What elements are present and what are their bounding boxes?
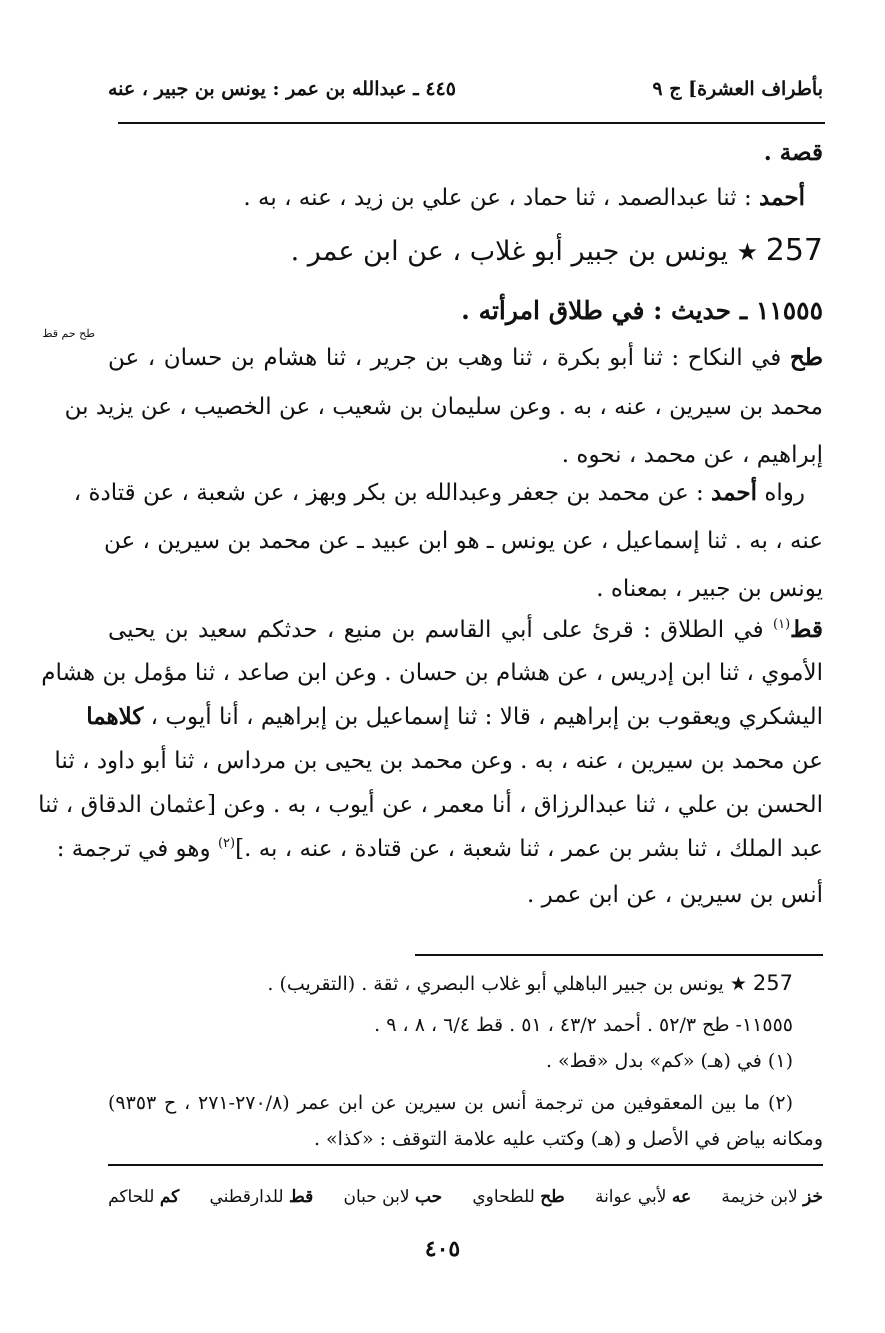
footnote-rule [415, 954, 823, 956]
source-code: قط [790, 616, 823, 643]
narrator-name: يونس بن جبير أبو غلاب ، عن ابن عمر . [290, 236, 737, 267]
text-span: : ثنا عبدالصمد ، ثنا حماد ، عن علي بن زيد ، عنه ، به . [243, 185, 760, 211]
abbr-name: للطحاوي [472, 1187, 541, 1207]
footnote: ومكانه بياض في الأصل و (هـ) وكتب عليه علامة التوقف : «كذا» . [313, 1128, 823, 1150]
text-line [108, 615, 823, 647]
running-header [108, 72, 823, 106]
hadith-heading [108, 296, 823, 330]
text-line [108, 183, 805, 215]
emphasis: كلاهما [86, 703, 144, 730]
text-line [86, 702, 823, 734]
header-section: ٤٤٥ ـ عبدالله بن عمر : يونس بن جبير ، عنه [108, 78, 456, 100]
hadith-title: ١١٥٥٥ ـ حديث : في طلاق امرأته . [461, 296, 823, 325]
abbr-name: للدارقطني [209, 1187, 289, 1207]
footnote-ref: (١) [773, 617, 791, 632]
footnote [108, 970, 793, 1000]
header-rule [118, 122, 825, 124]
footnote: (٢) ما بين المعقوفين من ترجمة أنس بن سيرين عن ابن عمر (٢٧٠/٨-٢٧١ ، ح ٩٣٥٣) [108, 1092, 793, 1114]
text-span: في النكاح : ثنا أبو بكرة ، ثنا وهب بن جرير ، ثنا هشام بن حسان ، عن [108, 345, 790, 371]
abbr-code: عه [671, 1187, 692, 1207]
text-line: محمد بن سيرين ، عنه ، به . وعن سليمان بن شعيب ، عن الخصيب ، عن يزيد بن [64, 394, 823, 420]
text-span: : عن محمد بن جعفر وعبدالله بن بكر وبهز ، عن شعبة ، عن قتادة ، [73, 480, 712, 506]
abbr-name: لأبي عوانة [594, 1187, 672, 1207]
text-line: أنس بن سيرين ، عن ابن عمر . [527, 882, 823, 908]
text-span: اليشكري ويعقوب بن إبراهيم ، قالا : ثنا إسماعيل بن إبراهيم ، أنا أيوب ، [143, 704, 823, 730]
narrator-heading [108, 232, 823, 272]
text-line: الحسن بن علي ، ثنا عبدالرزاق ، أنا معمر ، عن أيوب ، به . وعن [عثمان الدقاق ، ثنا [38, 792, 823, 818]
abbr-name: لابن حبان [343, 1187, 415, 1207]
abbreviation-item [472, 1180, 564, 1214]
text-line: الأموي ، ثنا ابن إدريس ، عن هشام بن حسان . وعن ابن صاعد ، ثنا مؤمل بن هشام [41, 660, 823, 686]
text-span: رواه [757, 480, 805, 506]
abbr-code: خز [803, 1187, 823, 1207]
abbreviation-key [108, 1180, 823, 1214]
abbr-code: قط [288, 1187, 314, 1207]
source-codes-note: طح حم قط [42, 327, 95, 340]
abbreviation-item [343, 1180, 442, 1214]
source-code: طح [789, 344, 823, 371]
footnote: (١) في (هـ) «كم» بدل «قط» . [545, 1050, 793, 1072]
footnote-ref: (٢) [217, 836, 236, 851]
abbreviation-item [595, 1180, 691, 1214]
text-line [108, 343, 823, 375]
abbr-code: كم [159, 1187, 180, 1207]
footnote: ١١٥٥٥- طح ٥٢/٣ . أحمد ٤٣/٢ ، ٥١ . قط ٦/٤ ، ٨ ، ٩ . [374, 1014, 793, 1036]
footnote-number: 257 [752, 971, 793, 995]
source-code: أحمد [759, 184, 805, 211]
header-volume: بأطراف العشرة] ج ٩ [652, 78, 823, 100]
source-code: أحمد [711, 479, 758, 506]
footnote-text: يونس بن جبير الباهلي أبو غلاب البصري ، ثقة . (التقريب) . [267, 973, 730, 995]
abbreviation-rule [108, 1164, 823, 1166]
story-word: قصة . [763, 139, 823, 166]
page-number: ٤٠٥ [424, 1236, 461, 1262]
abbreviation-item [210, 1180, 314, 1214]
abbr-code: حب [414, 1187, 443, 1207]
abbr-name: لابن خزيمة [721, 1187, 804, 1207]
abbr-code: طح [540, 1187, 565, 1207]
abbr-name: للحاكم [108, 1187, 160, 1207]
star-icon: ★ [736, 238, 766, 266]
text-line [108, 138, 823, 170]
text-span: في الطلاق : قرئ على أبي القاسم بن منيع ، حدثكم سعيد بن يحيى [108, 617, 774, 643]
abbreviation-item [108, 1180, 179, 1214]
text-line: إبراهيم ، عن محمد ، نحوه . [561, 442, 823, 468]
text-line [56, 834, 823, 866]
text-span: وهو في ترجمة : [56, 836, 218, 862]
star-icon: ★ [729, 973, 753, 995]
text-line [73, 478, 805, 510]
abbreviation-item [721, 1180, 823, 1214]
text-line: عن محمد بن سيرين ، عنه ، به . وعن محمد بن يحيى بن مرداس ، ثنا أبو داود ، ثنا [54, 748, 823, 774]
text-span: عبد الملك ، ثنا بشر بن عمر ، ثنا شعبة ، عن قتادة ، عنه ، به .] [235, 836, 823, 862]
entry-number: 257 [765, 233, 823, 268]
text-line: يونس بن جبير ، بمعناه . [596, 576, 823, 602]
text-line: عنه ، به . ثنا إسماعيل ، عن يونس ـ هو ابن عبيد ـ عن محمد بن سيرين ، عن [103, 528, 823, 554]
